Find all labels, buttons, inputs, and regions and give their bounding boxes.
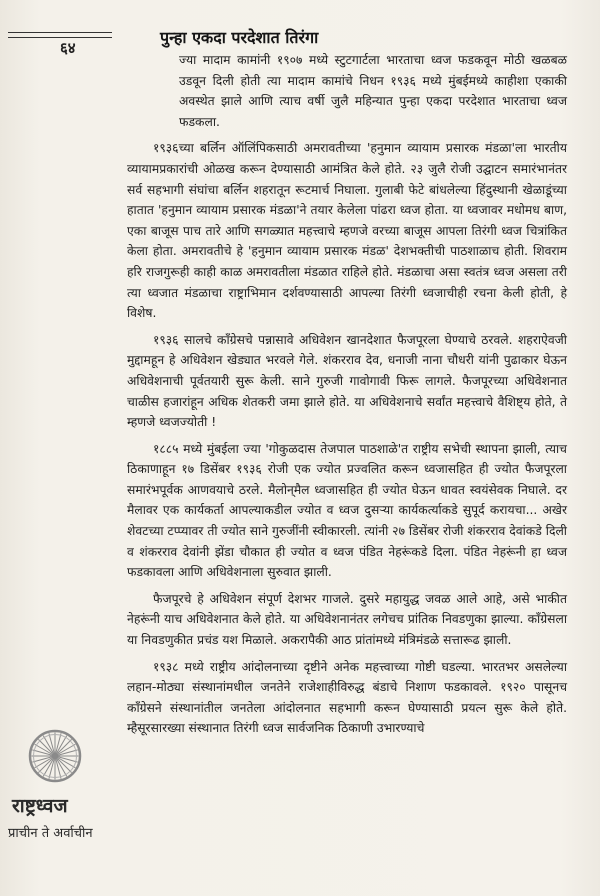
ashoka-chakra-icon (27, 728, 83, 784)
chakra-spoke (57, 758, 71, 772)
paragraph-3: १९३६ सालचे काँग्रेसचे पन्नासावे अधिवेशन खानदेशात फैजपूरला घेण्याचे ठरवले. शहराऐवजी मुद्दामहून हे अधिवेशन खेड्यात भरवले गेले. शंकरराव देव, धनाजी नाना चौधरी यांनी पुढाकार घेऊन अधिवेशनाची पूर्वतयारी सुरू केली. साने गुरुजी गावोगावी फिरू लागले. फैजपूरच्या अधिवेशनात चाळीस हजारांहून अधिक शेतकरी जमा झाले होते. या अधिवेशनाचे सर्वांत महत्त्वाचे वैशिष्ट्य होते, ते म्हणजे ध्वजज्योती ! (127, 332, 567, 430)
paragraph-4: १८८५ मध्ये मुंबईला ज्या 'गोकुळदास तेजपाल पाठशाळे'त राष्ट्रीय सभेची स्थापना झाली, त्याच ठिकाणाहून १७ डिसेंबर १९३६ रोजी एक ज्योत प्रज्वलित करून ध्वजासहित ही ज्योत फैजपूरला समारंभपूर्वक आणवयाचे ठरले. मैलोन्‌मैल ध्वजासहित ही ज्योत घेऊन धावत स्वयंसेवक निघाले. दर मैलावर एक कार्यकर्ता आपल्याकडील ज्योत व ध्वज दुसऱ्या कार्यकर्त्याकडे सुपूर्द करायचा... अखेर शेवटच्या टप्प्यावर ती ज्योत साने गुरुजींनी स्वीकारली. त्यांनी २७ डिसेंबर रोजी शंकरराव देवांकडे दिली व शंकरराव देवांनी झेंडा चौकात ही ज्योत व ध्वज पंडित नेहरूंकडे दिला. पंडित नेहरूंनी हा ध्वज फडकावला आणि अधिवेशनाला सुरुवात झाली. (127, 441, 567, 580)
paragraph-5: फैजपूरचे हे अधिवेशन संपूर्ण देशभर गाजले. दुसरे महायुद्ध जवळ आले आहे, असे भाकीत नेहरूंनी याच अधिवेशनात केले होते. या अधिवेशनानंतर लगेचच प्रांतिक निवडणुका झाल्या. काँग्रेसला या निवडणुकीत प्रचंड यश मिळाले. अकरापैकी आठ प्रांतांमध्ये मंत्रिमंडळे सत्तारूढ झाली. (127, 591, 567, 648)
body-text (127, 50, 567, 745)
book-subtitle: प्राचीन ते अर्वाचीन (8, 826, 93, 841)
page-number: ६४ (60, 39, 76, 57)
chakra-spoke (57, 739, 71, 753)
chakra-spoke (38, 758, 52, 772)
paragraph-6: १९३८ मध्ये राष्ट्रीय आंदोलनाच्या दृष्टीने अनेक महत्त्वाच्या गोष्टी घडल्या. भारतभर असलेल्या लहान-मोठ्या संस्थानांमधील जनतेने राजेशाहीविरुद्ध बंडाचे निशाण फडकावले. १९२० पासूनच काँग्रेसने संस्थानांतील जनतेला आंदोलनात सहभागी करून घेण्यासाठी प्रयत्न सुरू केले होते. म्हैसूरसारख्या संस्थानात तिरंगी ध्वज सार्वजनिक ठिकाणी उभारण्याचे (127, 659, 567, 736)
paragraph-1: ज्या मादाम कामांनी १९०७ मध्ये स्टुटगार्टला भारताचा ध्वज फडकवून मोठी खळबळ उडवून दिली होती त्या मादाम कामांचे निधन १९३६ मध्ये मुंबईमध्ये काहीशा एकाकी अवस्थेत झाले आणि त्याच वर्षी जुलै महिन्यात पुन्हा एकदा परदेशात भारताचा ध्वज फडकला. (179, 53, 567, 129)
chapter-heading: पुन्हा एकदा परदेशात तिरंगा (160, 28, 319, 47)
chakra-spoke (38, 739, 52, 753)
book-title: राष्ट्रध्वज (12, 795, 68, 817)
paragraph-2: १९३६च्या बर्लिन ऑलिंपिकसाठी अमरावतीच्या 'हनुमान व्यायाम प्रसारक मंडळा'ला भारतीय व्यायामप्रकारांची ओळख करून देण्यासाठी आमंत्रित केले होते. २३ जुलै रोजी उद्घाटन समारंभानंतर सर्व सहभागी संघांचा बर्लिन शहरातून रूटमार्च निघाला. गुलाबी फेटे बांधलेल्या हिंदुस्थानी खेळाडूंच्या हातात 'हनुमान व्यायाम प्रसारक मंडळा'ने तयार केलेला पांढरा ध्वज होता. या ध्वजावर मधोमध बाण, एका बाजूस पाच तारे आणि सगळ्यात महत्त्वाचे म्हणजे वरच्या बाजूस आपला तिरंगी ध्वज चित्रांकित केला होता. अमरावतीचे हे 'हनुमान व्यायाम प्रसारक मंडळ' देशभक्तीची पाठशाळाच होती. शिवराम हरि राजगुरूही काही काळ अमरावतीला मंडळात राहिले होते. मंडळाचा असा स्वतंत्र ध्वज असला तरी त्या ध्वजात मंडळाचा राष्ट्राभिमान दर्शवण्यासाठी आपल्या तिरंगी ध्वजाचीही रचना केली होती, हे विशेष. (127, 141, 567, 321)
